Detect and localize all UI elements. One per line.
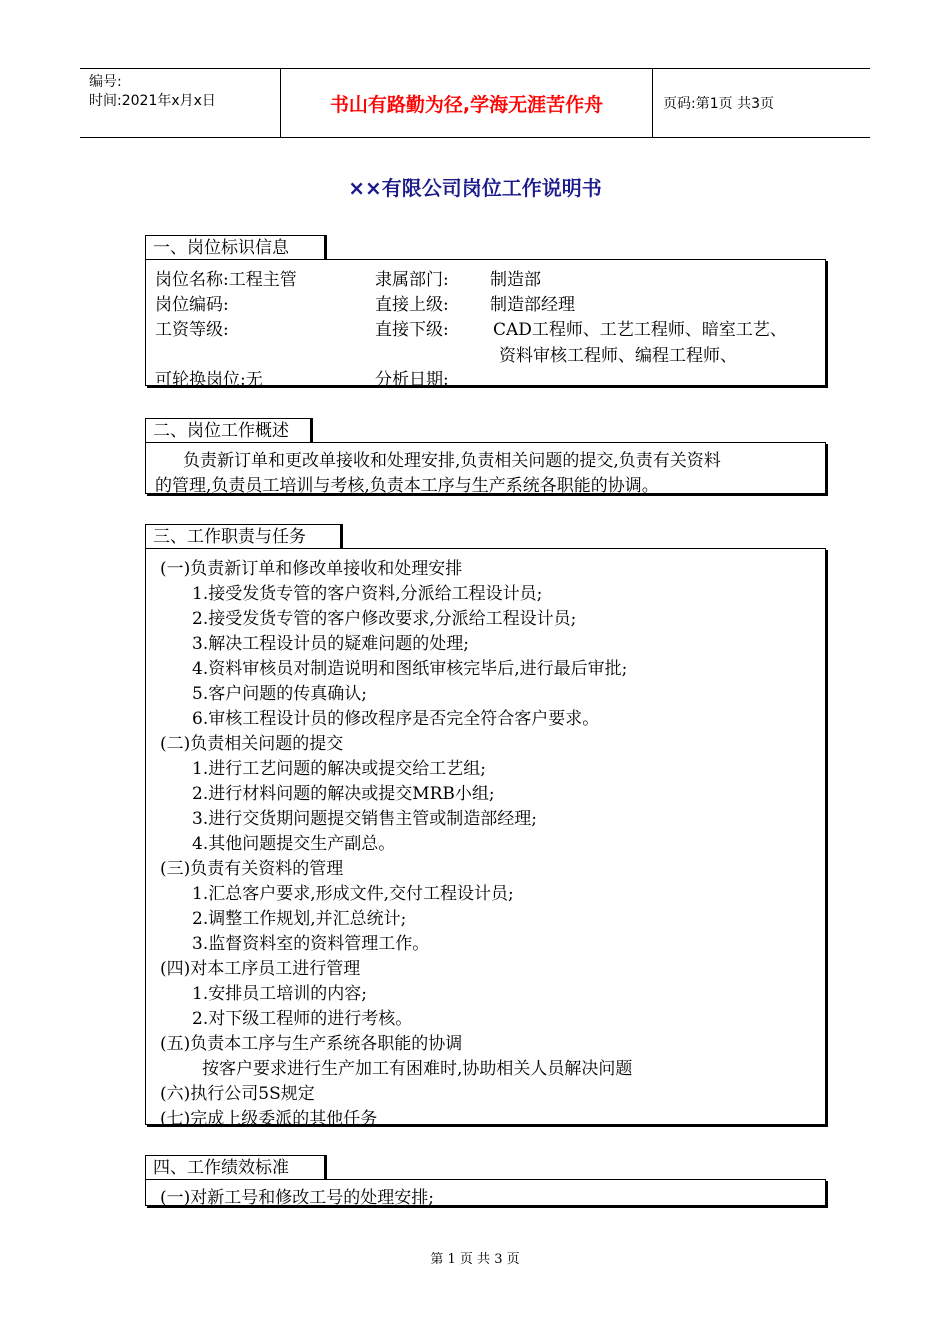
duty-item: 3.解决工程设计员的疑难问题的处理; — [192, 634, 469, 654]
duty-item: 3.监督资料室的资料管理工作。 — [192, 934, 430, 954]
number-label: 编号: — [89, 74, 122, 90]
subordinate-label: 直接下级: — [375, 320, 449, 340]
section3-box — [145, 548, 826, 1129]
rotation: 可轮换岗位:无 — [155, 370, 263, 390]
performance-item: (一)对新工号和修改工号的处理安排; — [160, 1188, 434, 1208]
duty-item: 1.汇总客户要求,形成文件,交付工程设计员; — [192, 884, 514, 904]
wage-grade: 工资等级: — [155, 320, 229, 340]
duty-heading: (二)负责相关问题的提交 — [160, 734, 344, 754]
duty-item: 6.审核工程设计员的修改程序是否完全符合客户要求。 — [192, 709, 600, 729]
section1-box — [145, 259, 826, 390]
post-name: 岗位名称:工程主管 — [155, 270, 297, 290]
duty-heading: (四)对本工序员工进行管理 — [160, 959, 361, 979]
duty-item: 2.调整工作规划,并汇总统计; — [192, 909, 407, 929]
summary-line-1: 负责新订单和更改单接收和处理安排,负责相关问题的提交,负责有关资料 — [183, 451, 721, 471]
motto: 书山有路勤为径,学海无涯苦作舟 — [281, 69, 653, 137]
section2-label: 二、岗位工作概述 — [145, 418, 311, 442]
analysis-date: 分析日期: — [375, 370, 449, 390]
duty-item: 4.其他问题提交生产副总。 — [192, 834, 396, 854]
duty-item: 5.客户问题的传真确认; — [192, 684, 367, 704]
post-code: 岗位编码: — [155, 295, 229, 315]
duty-heading: (三)负责有关资料的管理 — [160, 859, 344, 879]
duty-heading: (一)负责新订单和修改单接收和处理安排 — [160, 559, 463, 579]
page-footer: 第 1 页 共 3 页 — [430, 1252, 520, 1267]
duty-heading: (五)负责本工序与生产系统各职能的协调 — [160, 1034, 463, 1054]
section2-box — [145, 442, 826, 494]
subordinate-value-1: CAD工程师、工艺工程师、暗室工艺、 — [493, 320, 787, 340]
duty-item: 2.进行材料问题的解决或提交MRB小组; — [192, 784, 495, 804]
section1-label: 一、岗位标识信息 — [145, 235, 325, 259]
section4-label: 四、工作绩效标准 — [145, 1155, 325, 1179]
duty-heading: (七)完成上级委派的其他任务 — [160, 1109, 378, 1129]
superior-label: 直接上级: — [375, 295, 449, 315]
dept-label: 隶属部门: — [375, 270, 449, 290]
duty-item: 3.进行交货期问题提交销售主管或制造部经理; — [192, 809, 537, 829]
header-meta — [80, 69, 281, 137]
section3-label: 三、工作职责与任务 — [145, 524, 341, 548]
page-info: 页码:第1页 共3页 — [663, 96, 774, 112]
document-title: ××有限公司岗位工作说明书 — [348, 176, 602, 200]
duty-heading: (六)执行公司5S规定 — [160, 1084, 315, 1104]
summary-line-2: 的管理,负责员工培训与考核,负责本工序与生产系统各职能的协调。 — [155, 476, 659, 496]
duty-item: 1.安排员工培训的内容; — [192, 984, 367, 1004]
duty-item: 1.接受发货专管的客户资料,分派给工程设计员; — [192, 584, 543, 604]
time-label: 时间:2021年x月x日 — [89, 93, 216, 109]
duty-item: 2.对下级工程师的进行考核。 — [192, 1009, 413, 1029]
page-header — [80, 68, 870, 138]
duty-item: 按客户要求进行生产加工有困难时,协助相关人员解决问题 — [202, 1059, 633, 1079]
dept-value: 制造部 — [490, 270, 541, 290]
duty-item: 1.进行工艺问题的解决或提交给工艺组; — [192, 759, 486, 779]
subordinate-value-2: 资料审核工程师、编程工程师、 — [499, 346, 737, 366]
duty-item: 4.资料审核员对制造说明和图纸审核完毕后,进行最后审批; — [192, 659, 628, 679]
superior-value: 制造部经理 — [490, 295, 575, 315]
duty-item: 2.接受发货专管的客户修改要求,分派给工程设计员; — [192, 609, 577, 629]
section4-box — [145, 1179, 826, 1206]
